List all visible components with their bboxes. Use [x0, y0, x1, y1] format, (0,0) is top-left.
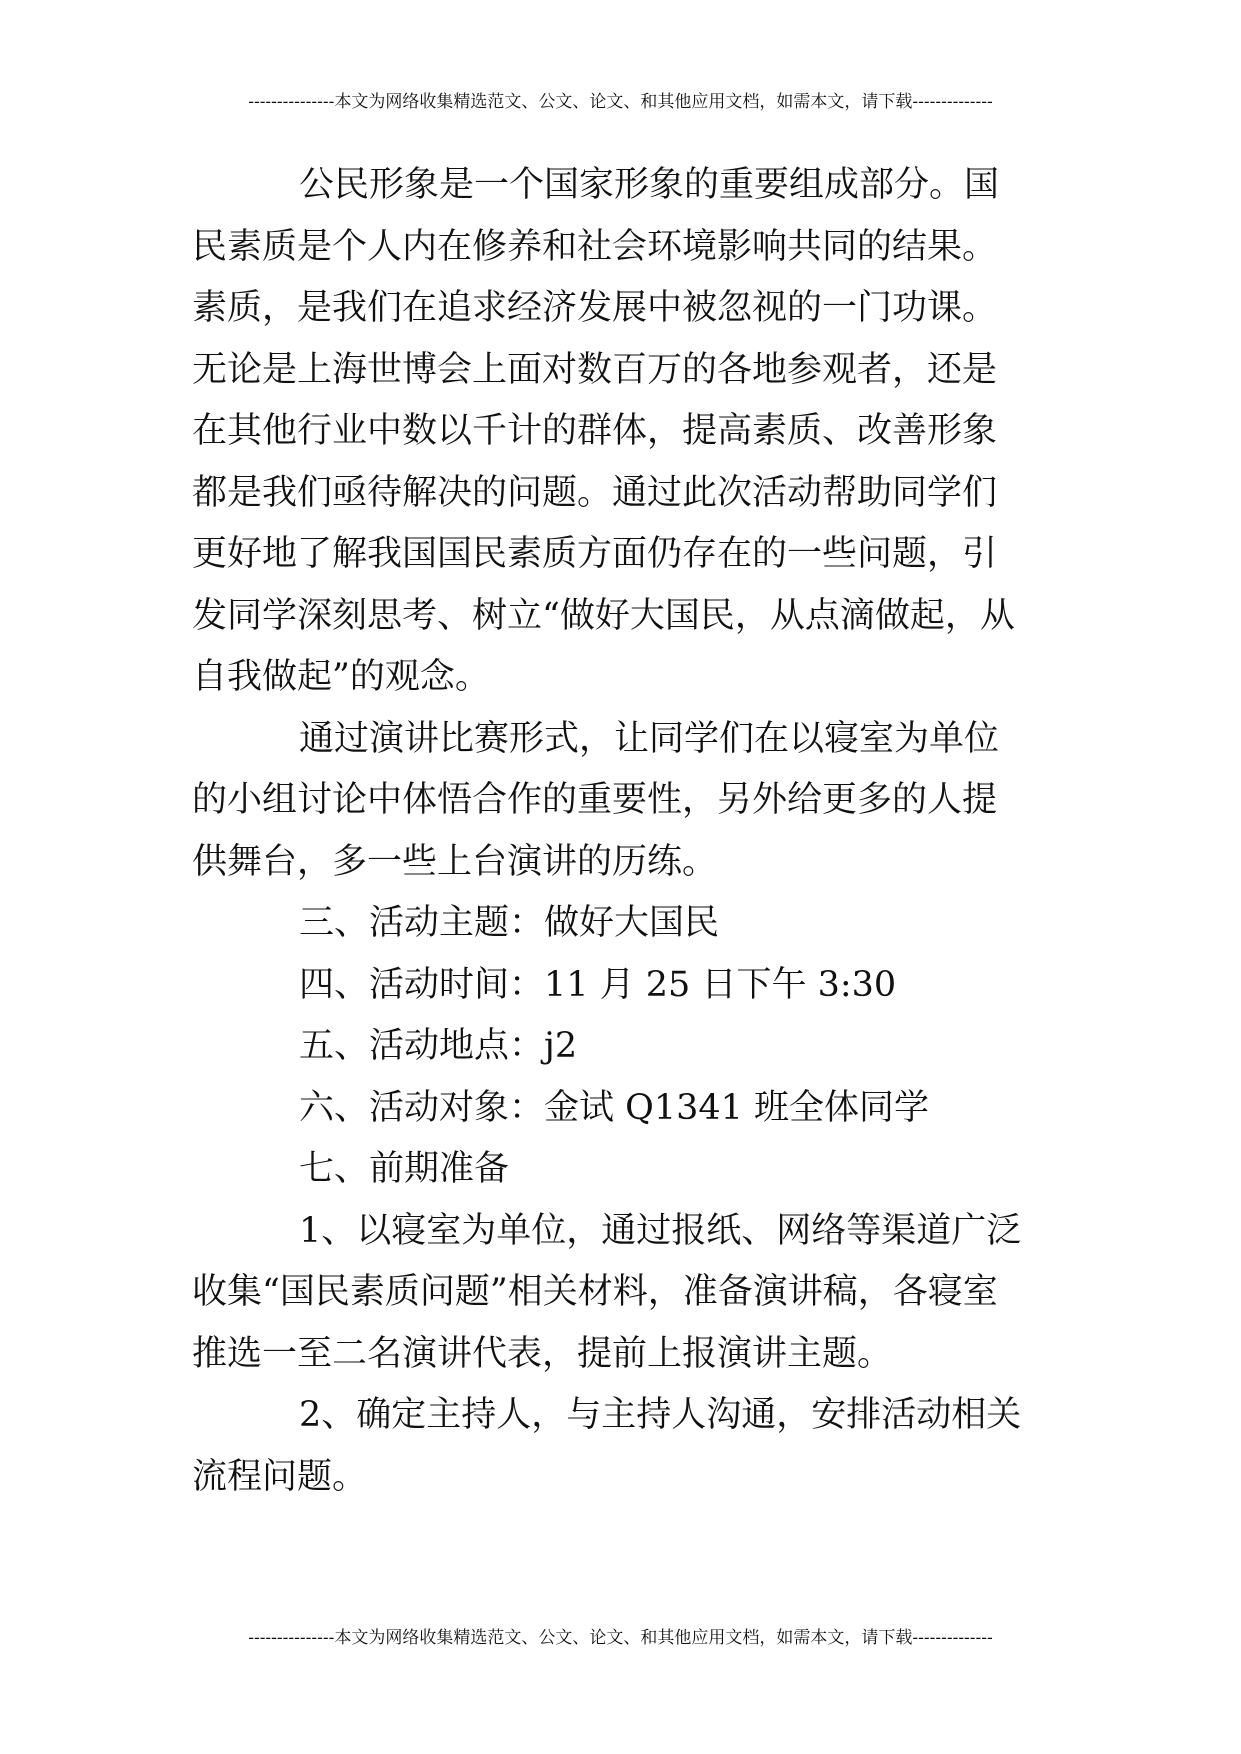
running-footer: ---------------本文为网络收集精选范文、公文、论文、和其他应用文档，如需本文，请下载--------------	[248, 1628, 993, 1648]
document-body	[192, 155, 1062, 1508]
activity-time: 四、活动时间：11 月 25 日下午 3:30	[299, 964, 897, 1005]
text-line: 1、以寝室为单位，通过报纸、网络等渠道广泛	[299, 1210, 1022, 1251]
preparation-heading: 七、前期准备	[299, 1149, 510, 1189]
text-line: 通过演讲比赛形式，让同学们在以寝室为单位	[299, 718, 1000, 759]
preparation-step-2	[192, 1385, 1062, 1508]
activity-place: 五、活动地点：j2	[299, 1026, 578, 1066]
text-line: 都是我们亟待解决的问题。通过此次活动帮助同学们	[192, 472, 998, 513]
activity-audience: 六、活动对象：金试 Q1341 班全体同学	[299, 1087, 930, 1128]
text-line: 发同学深刻思考、树立“做好大国民，从点滴做起，从	[192, 595, 1015, 636]
activity-theme: 三、活动主题：做好大国民	[299, 903, 720, 943]
text-line: 推选一至二名演讲代表，提前上报演讲主题。	[192, 1333, 893, 1374]
text-line: 更好地了解我国国民素质方面仍存在的一些问题，引	[192, 534, 998, 574]
text-line: 供舞台，多一些上台演讲的历练。	[192, 841, 718, 882]
text-line: 素质，是我们在追求经济发展中被忽视的一门功课。	[192, 288, 998, 328]
running-header: ---------------本文为网络收集精选范文、公文、论文、和其他应用文档，如需本文，请下载--------------	[248, 92, 993, 112]
text-line: 公民形象是一个国家形象的重要组成部分。国	[299, 165, 1000, 205]
text-line: 2、确定主持人，与主持人沟通，安排活动相关	[299, 1395, 1022, 1435]
text-line: 自我做起”的观念。	[192, 657, 490, 697]
text-line: 流程问题。	[192, 1456, 368, 1497]
paragraph-format	[192, 709, 1062, 894]
text-line: 在其他行业中数以千计的群体，提高素质、改善形象	[192, 411, 998, 451]
text-line: 收集“国民素质问题”相关材料，准备演讲稿，各寝室	[192, 1272, 998, 1312]
text-line: 无论是上海世博会上面对数百万的各地参观者，还是	[192, 349, 998, 390]
text-line: 的小组讨论中体悟合作的重要性，另外给更多的人提	[192, 780, 998, 820]
preparation-step-1	[192, 1201, 1062, 1386]
text-line: 民素质是个人内在修养和社会环境影响共同的结果。	[192, 226, 998, 267]
paragraph-purpose	[192, 155, 1062, 709]
